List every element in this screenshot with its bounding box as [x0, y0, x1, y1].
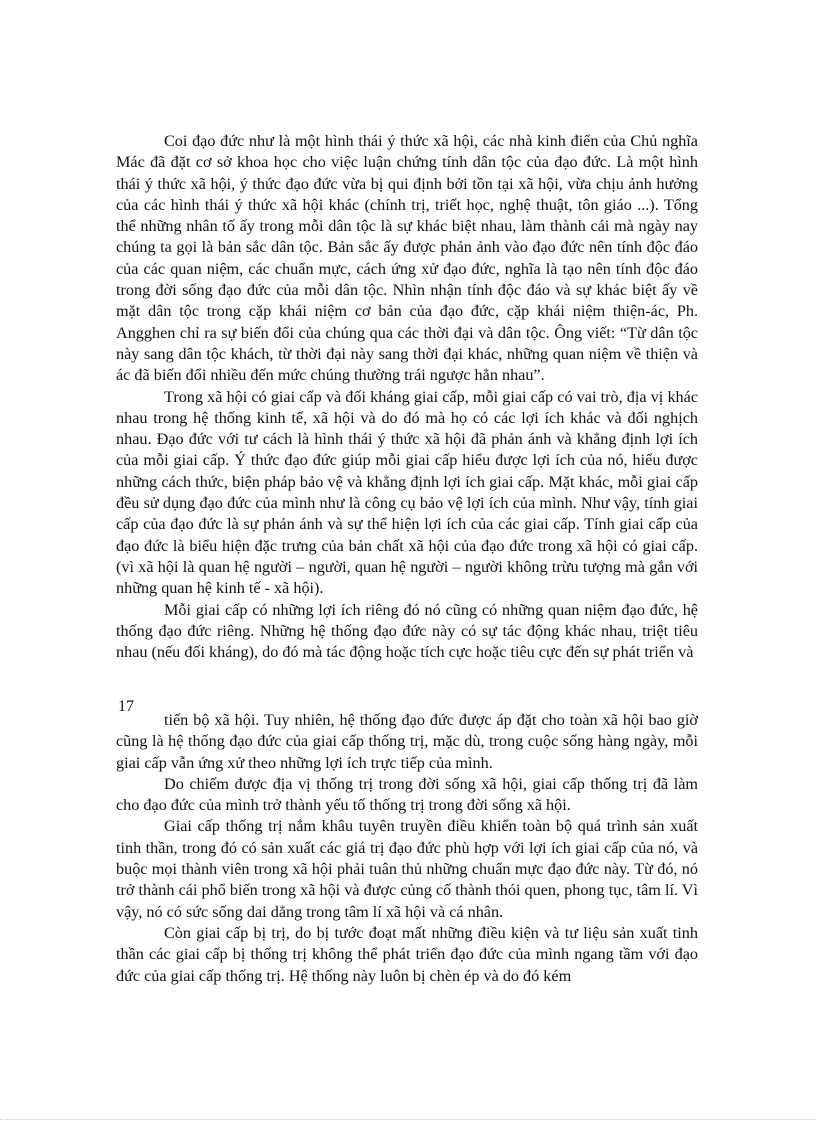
paragraph-class-interests: Trong xã hội có giai cấp và đối kháng giai cấp, mỗi giai cấp có vai trò, địa vị khác nhau trong hệ thống kinh tế, xã hội và do đó mà họ có các lợi ích khác và đối nghịch nhau. Đạo đức với tư cách là hình thái ý thức xã hội đã phản ánh và khẳng định lợi ích của mỗi giai cấp. Ý thức đạo đức giúp mỗi giai cấp hiểu được lợi ích của nó, hiểu được những cách thức, biện pháp bảo vệ và khẳng định lợi ích giai cấp. Mặt khác, mỗi giai cấp đều sử dụng đạo đức của mình như là công cụ bảo vệ lợi ích của mình. Như vậy, tính giai cấp của đạo đức là sự phản ánh và sự thể hiện lợi ích của các giai cấp. Tính giai cấp của đạo đức là biểu hiện đặc trưng của bản chất xã hội của đạo đức trong xã hội có giai cấp. (vì xã hội là quan hệ người – người, quan hệ người – người không trừu tượng mà gắn với những quan hệ kinh tế - xã hội).	[116, 387, 698, 598]
page-bottom-divider	[0, 1119, 816, 1120]
paragraph-national-character: Coi đạo đức như là một hình thái ý thức xã hội, các nhà kinh điển của Chủ nghĩa Mác đã đặt cơ sở khoa học cho việc luận chứng tính dân tộc của đạo đức. Là một hình thái ý thức xã hội, ý thức đạo đức vừa bị qui định bởi tồn tại xã hội, vừa chịu ảnh hưởng của các hình thái ý thức xã hội khác (chính trị, triết học, nghệ thuật, tôn giáo ...). Tổng thể những nhân tố ấy trong mỗi dân tộc là sự khác biệt nhau, làm thành cái mà ngày nay chúng ta gọi là bản sắc dân tộc. Bản sắc ấy được phản ảnh vào đạo đức nên tính độc đáo của các quan niệm, các chuẩn mực, cách ứng xử đạo đức, nghĩa là tạo nên tính độc đáo trong đời sống đạo đức của mỗi dân tộc. Nhìn nhận tính độc đáo và sự khác biệt ấy về mặt dân tộc trong cặp khái niệm cơ bản của đạo đức, cặp khái niệm thiện-ác, Ph. Angghen chỉ ra sự biến đổi của chúng qua các thời đại và dân tộc. Ông viết: “Từ dân tộc này sang dân tộc khách, từ thời đại này sang thời đại khác, những quan niệm về thiện và ác đã biến đổi nhiều đến mức chúng thường trái ngược hẳn nhau”.	[116, 132, 698, 385]
page-number: 17	[118, 698, 134, 715]
paragraph-spiritual-production: Giai cấp thống trị nắm khâu tuyên truyền điều khiển toàn bộ quá trình sản xuất tinh thần, trong đó có sản xuất các giá trị đạo đức phù hợp với lợi ích giai cấp của nó, và buộc mọi thành viên trong xã hội phải tuân thủ những chuẩn mực đạo đức này. Từ đó, nó trở thành cái phổ biến trong xã hội và được củng cố thành thói quen, phong tục, tâm lí. Vì vậy, nó có sức sống dai dẳng trong tâm lí xã hội và cá nhân.	[116, 817, 698, 921]
paragraph-class-moral-systems: Mỗi giai cấp có những lợi ích riêng đó nó cũng có những quan niệm đạo đức, hệ thống đạo đức riêng. Những hệ thống đạo đức này có sự tác động khác nhau, triệt tiêu nhau (nếu đối kháng), do đó mà tác động hoặc tích cực hoặc tiêu cực đến sự phát triển và	[116, 600, 698, 662]
paragraph-ruling-position: Do chiếm được địa vị thống trị trong đời sống xã hội, giai cấp thống trị đã làm cho đạo đức của mình trở thành yếu tố thống trị trong đời sống xã hội.	[116, 774, 698, 815]
text-block-upper	[116, 131, 698, 663]
paragraph-ruled-class: Còn giai cấp bị trị, do bị tước đoạt mất những điều kiện và tư liệu sản xuất tinh thần các giai cấp bị thống trị không thể phát triển đạo đức của mình ngang tầm với đạo đức của giai cấp thống trị. Hệ thống này luôn bị chèn ép và do đó kém	[116, 923, 698, 985]
paragraph-social-progress: tiến bộ xã hội. Tuy nhiên, hệ thống đạo đức được áp đặt cho toàn xã hội bao giờ cũng là hệ thống đạo đức của giai cấp thống trị, mặc dù, trong cuộc sống hàng ngày, mỗi giai cấp vẫn ứng xử theo những lợi ích trực tiếp của mình.	[116, 711, 698, 772]
text-block-lower	[116, 710, 698, 987]
